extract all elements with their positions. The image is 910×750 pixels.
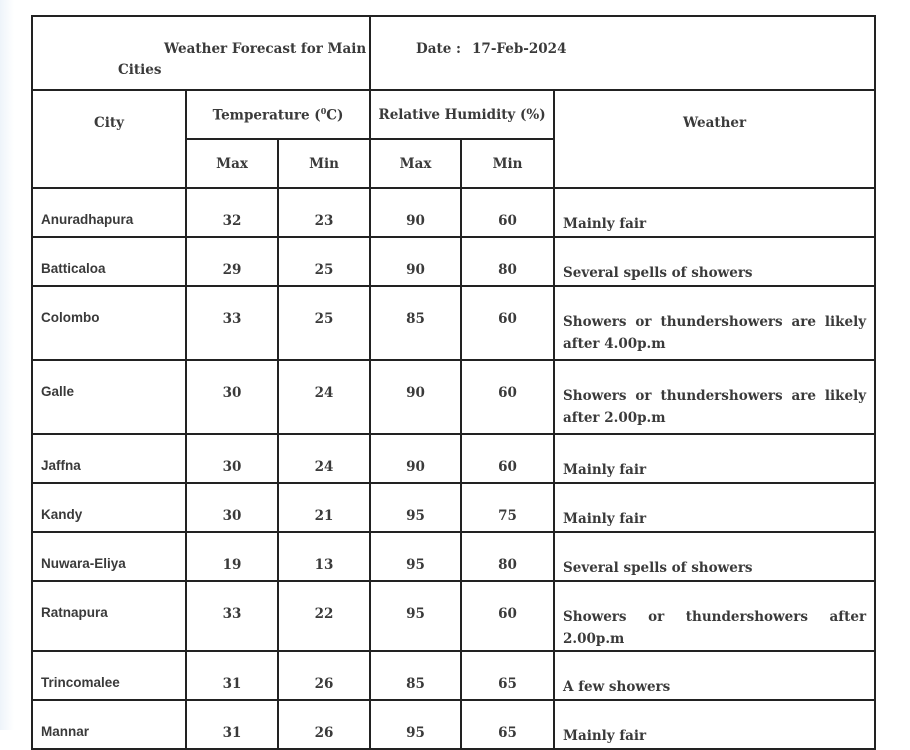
weather-description: Showers or thundershowers after 2.00p.m — [554, 581, 875, 651]
city-name: Trincomalee — [32, 651, 186, 700]
city-name: Nuwara-Eliya — [32, 532, 186, 581]
humidity-min-value: 60 — [461, 581, 554, 651]
temp-min-value: 24 — [278, 434, 370, 483]
temp-max-value: 31 — [186, 700, 278, 749]
humidity-max-value: 90 — [370, 360, 461, 434]
humidity-min-value: 60 — [461, 286, 554, 360]
table-row — [32, 581, 875, 651]
page-title: Weather Forecast for Main — [164, 41, 367, 57]
header-temp-min: Min — [278, 139, 370, 188]
temp-min-value: 25 — [278, 286, 370, 360]
humidity-min-value: 60 — [461, 360, 554, 434]
temp-min-value: 21 — [278, 483, 370, 532]
temp-min-value: 25 — [278, 237, 370, 286]
temp-min-value: 22 — [278, 581, 370, 651]
humidity-max-value: 85 — [370, 286, 461, 360]
date-cell — [370, 16, 875, 90]
temp-min-value: 23 — [278, 188, 370, 237]
humidity-max-value: 90 — [370, 434, 461, 483]
table-row — [32, 434, 875, 483]
weather-description: Showers or thundershowers are likely after 2.00p.m — [554, 360, 875, 434]
humidity-min-value: 80 — [461, 532, 554, 581]
header-humidity-max: Max — [370, 139, 461, 188]
humidity-max-value: 95 — [370, 483, 461, 532]
city-name: Mannar — [32, 700, 186, 749]
city-name: Jaffna — [32, 434, 186, 483]
weather-description: Mainly fair — [554, 700, 875, 749]
header-city: City — [32, 90, 186, 188]
table-row — [32, 700, 875, 749]
weather-description: A few showers — [554, 651, 875, 700]
humidity-max-value: 90 — [370, 188, 461, 237]
header-temperature-degree: 0 — [320, 105, 327, 116]
title-cell — [32, 16, 370, 90]
humidity-max-value: 95 — [370, 581, 461, 651]
city-name: Batticaloa — [32, 237, 186, 286]
weather-description: Showers or thundershowers are likely after 4.00p.m — [554, 286, 875, 360]
humidity-max-value: 95 — [370, 532, 461, 581]
temp-max-value: 19 — [186, 532, 278, 581]
temp-max-value: 33 — [186, 286, 278, 360]
weather-description: Mainly fair — [554, 188, 875, 237]
table-row — [32, 360, 875, 434]
city-name: Ratnapura — [32, 581, 186, 651]
temp-min-value: 13 — [278, 532, 370, 581]
humidity-min-value: 75 — [461, 483, 554, 532]
city-name: Galle — [32, 360, 186, 434]
header-temperature — [186, 90, 370, 139]
table-row — [32, 237, 875, 286]
header-weather: Weather — [554, 90, 875, 188]
temp-min-value: 26 — [278, 651, 370, 700]
humidity-max-value: 85 — [370, 651, 461, 700]
weather-description: Mainly fair — [554, 434, 875, 483]
weather-forecast-table — [31, 15, 876, 750]
table-row — [32, 483, 875, 532]
humidity-min-value: 65 — [461, 651, 554, 700]
header-humidity: Relative Humidity (%) — [370, 90, 554, 139]
temp-max-value: 32 — [186, 188, 278, 237]
page-title-continued: Cities — [118, 62, 162, 78]
temp-max-value: 31 — [186, 651, 278, 700]
temp-max-value: 30 — [186, 483, 278, 532]
date-label: Date : — [416, 41, 461, 57]
table-row — [32, 286, 875, 360]
humidity-min-value: 80 — [461, 237, 554, 286]
temp-max-value: 33 — [186, 581, 278, 651]
temp-max-value: 30 — [186, 434, 278, 483]
page-side-shade — [0, 0, 14, 730]
weather-description: Mainly fair — [554, 483, 875, 532]
temp-min-value: 24 — [278, 360, 370, 434]
header-temperature-suffix: C) — [326, 107, 344, 124]
humidity-min-value: 65 — [461, 700, 554, 749]
city-name: Kandy — [32, 483, 186, 532]
header-humidity-min: Min — [461, 139, 554, 188]
table-row — [32, 188, 875, 237]
header-temp-max: Max — [186, 139, 278, 188]
weather-description: Several spells of showers — [554, 532, 875, 581]
table-row — [32, 532, 875, 581]
humidity-min-value: 60 — [461, 188, 554, 237]
humidity-max-value: 95 — [370, 700, 461, 749]
table-row — [32, 651, 875, 700]
humidity-min-value: 60 — [461, 434, 554, 483]
city-name: Colombo — [32, 286, 186, 360]
temp-max-value: 29 — [186, 237, 278, 286]
temp-min-value: 26 — [278, 700, 370, 749]
weather-description: Several spells of showers — [554, 237, 875, 286]
date-value: 17-Feb-2024 — [472, 41, 567, 57]
header-temperature-prefix: Temperature ( — [212, 107, 321, 124]
humidity-max-value: 90 — [370, 237, 461, 286]
city-name: Anuradhapura — [32, 188, 186, 237]
temp-max-value: 30 — [186, 360, 278, 434]
